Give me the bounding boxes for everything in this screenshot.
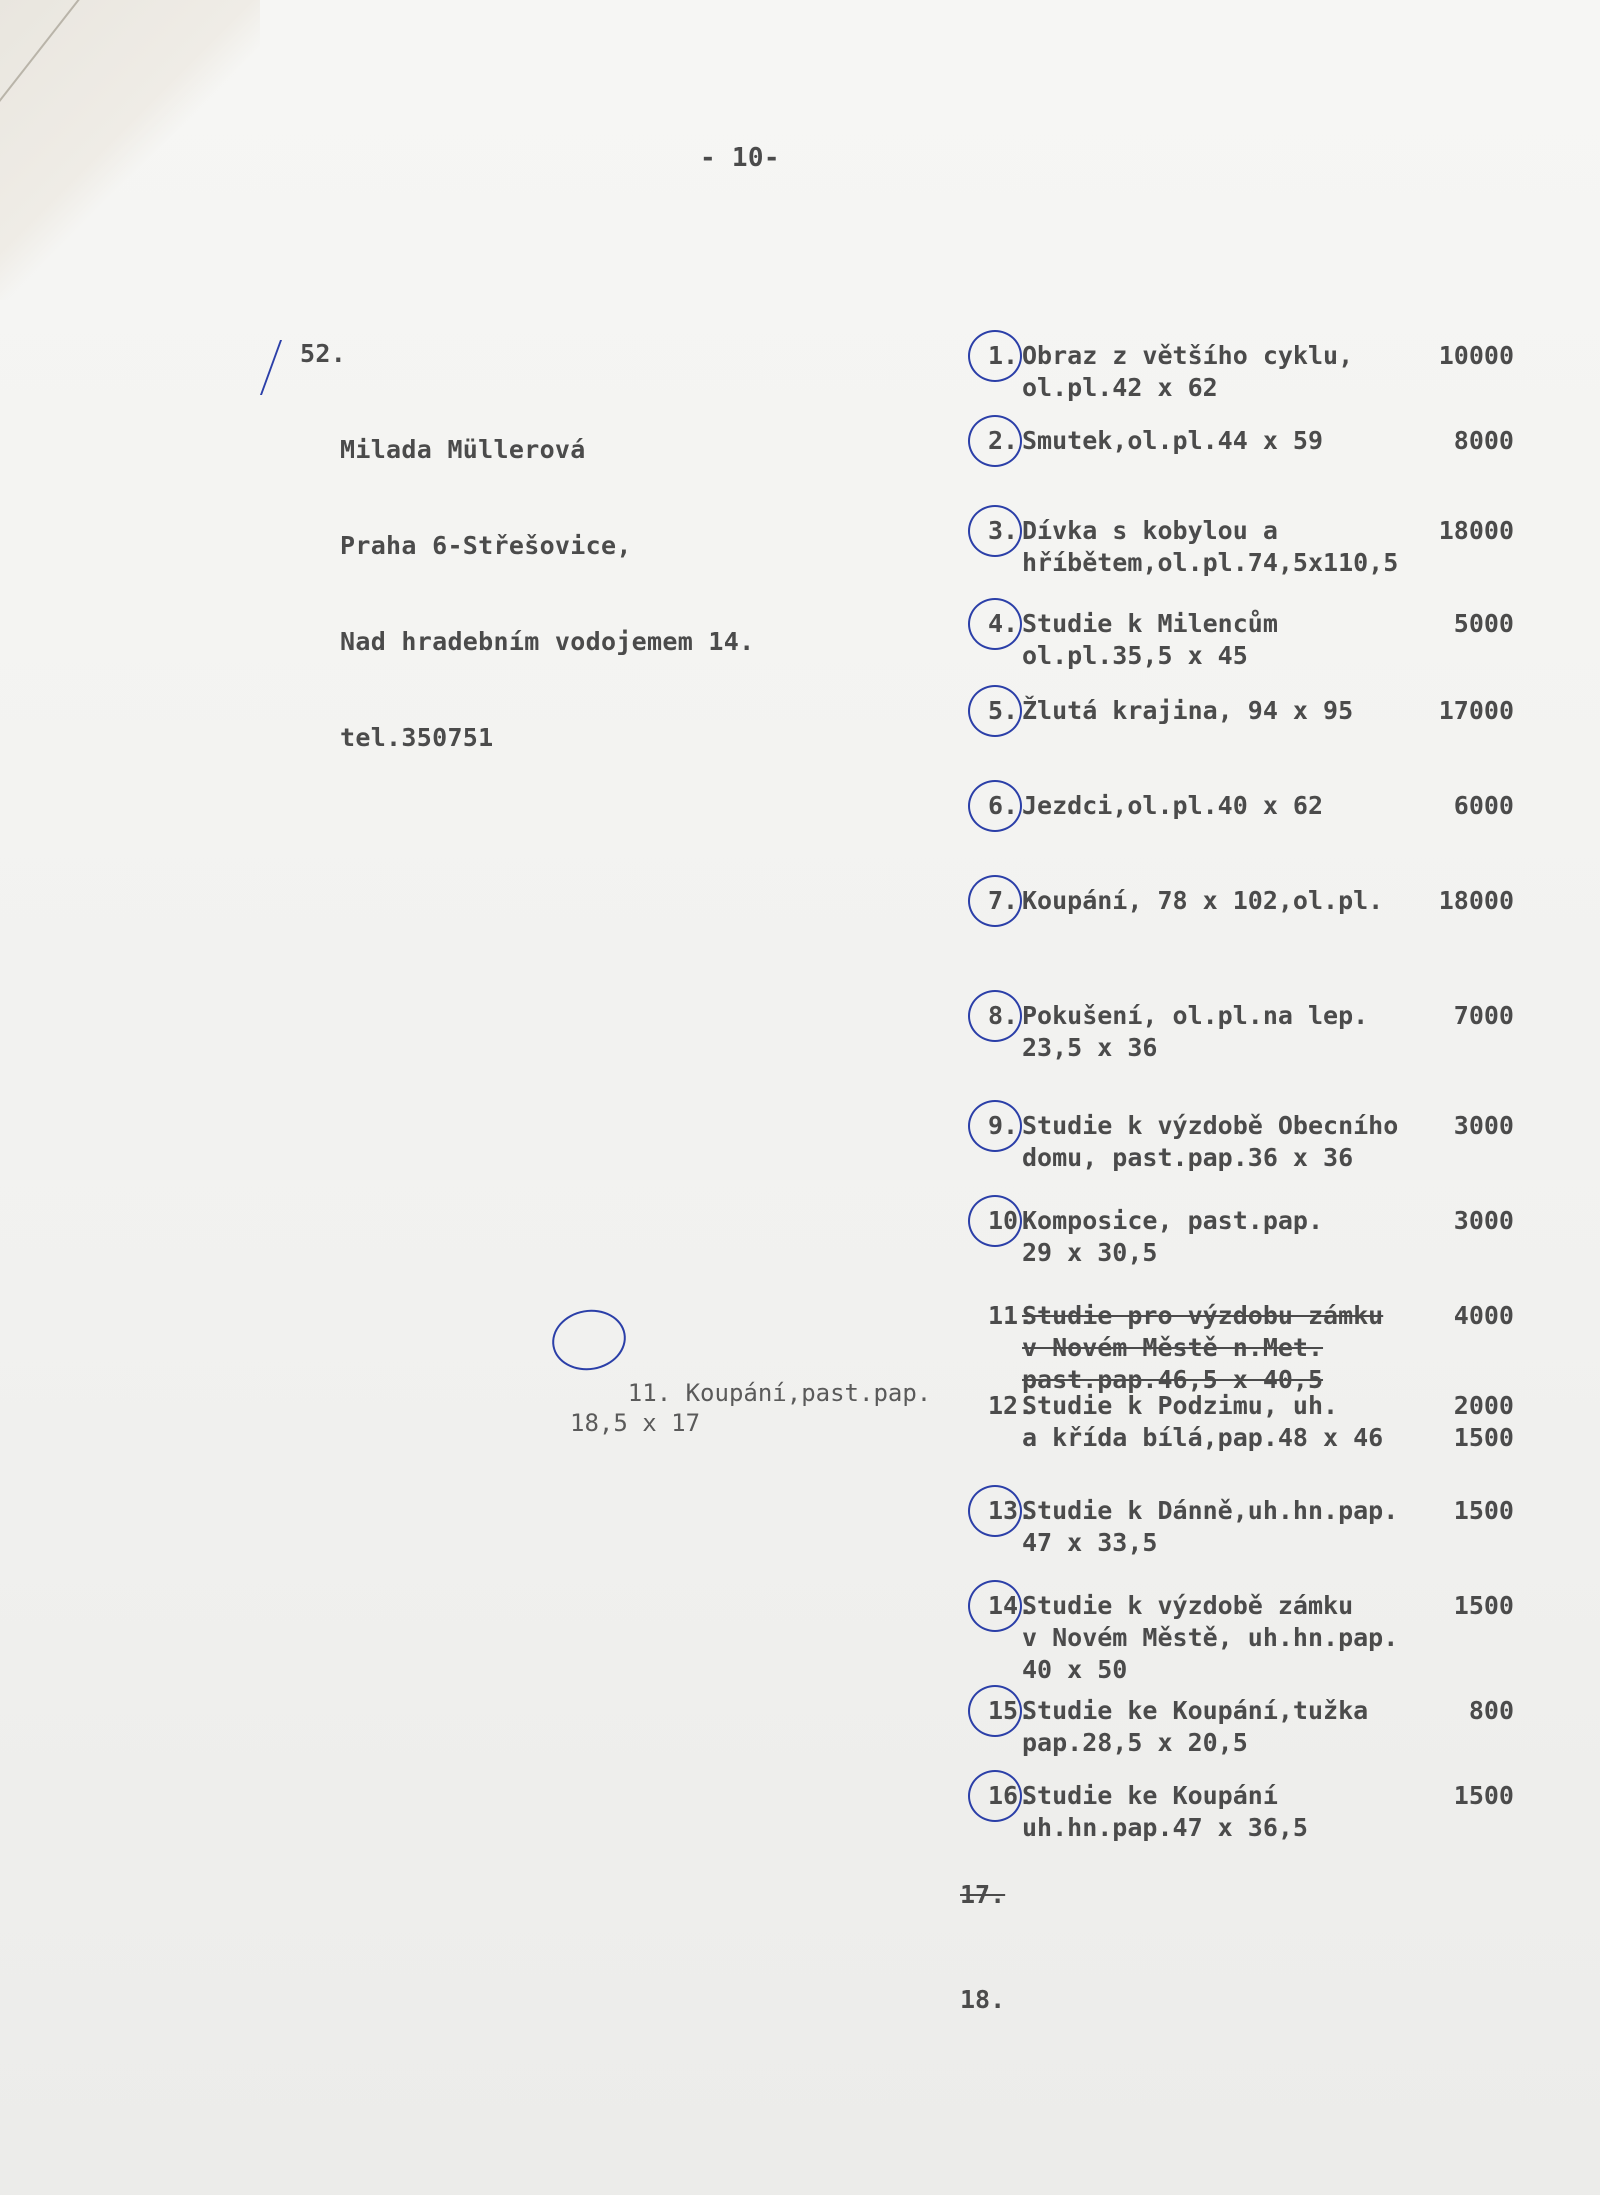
artwork-price: 1500 xyxy=(1453,1781,1514,1810)
artwork-price: 1500 xyxy=(1453,1591,1514,1620)
owner-block xyxy=(300,338,755,818)
artwork-number: 14. xyxy=(988,1591,1034,1620)
artwork-number: 9. xyxy=(988,1111,1019,1140)
artwork-description: Studie k Milencům ol.pl.35,5 x 45 xyxy=(1022,609,1278,670)
artwork-description: Pokušení, ol.pl.na lep. 23,5 x 36 xyxy=(1022,1001,1369,1062)
folded-corner xyxy=(0,0,260,300)
owner-number: 52. xyxy=(300,339,347,368)
owner-name: Milada Müllerová xyxy=(340,435,586,464)
artwork-number: 6. xyxy=(988,791,1019,820)
artwork-price: 2000 1500 xyxy=(1453,1391,1514,1452)
artwork-description: Koupání, 78 x 102,ol.pl. xyxy=(1022,886,1384,915)
owner-address-city: Praha 6-Střešovice, xyxy=(340,531,632,560)
artwork-price: 3000 xyxy=(1453,1206,1514,1235)
artwork-description: Žlutá krajina, 94 x 95 xyxy=(1022,696,1354,725)
artwork-price: 4000 xyxy=(1453,1301,1514,1330)
artwork-price: 1500 xyxy=(1453,1496,1514,1525)
artwork-number: 1. xyxy=(988,341,1019,370)
owner-phone: tel.350751 xyxy=(340,723,494,752)
artwork-number: 4. xyxy=(988,609,1019,638)
artwork-description: Smutek,ol.pl.44 x 59 xyxy=(1022,426,1324,455)
empty-item-number: 18. xyxy=(960,1985,1006,2014)
left-item-number: 11. xyxy=(627,1379,672,1407)
artwork-number: 2. xyxy=(988,426,1019,455)
artwork-description: Studie ke Koupání uh.hn.pap.47 x 36,5 xyxy=(1022,1781,1308,1842)
artwork-number: 8. xyxy=(988,1001,1019,1030)
artwork-description: Studie ke Koupání,tužka pap.28,5 x 20,5 xyxy=(1022,1696,1369,1757)
artwork-description: Studie pro výzdobu zámku v Novém Městě n.Met. past.pap.46,5 x 40,5 xyxy=(1022,1301,1384,1394)
artwork-description: Jezdci,ol.pl.40 x 62 xyxy=(1022,791,1324,820)
artwork-description: Studie k Dánně,uh.hn.pap. 47 x 33,5 xyxy=(1022,1496,1399,1557)
artwork-number: 15. xyxy=(988,1696,1034,1725)
artwork-description: Dívka s kobylou a hříbětem,ol.pl.74,5x110,5 xyxy=(1022,516,1399,577)
artwork-number: 10. xyxy=(988,1206,1034,1235)
artwork-number: 5. xyxy=(988,696,1019,725)
artwork-description: Komposice, past.pap. 29 x 30,5 xyxy=(1022,1206,1324,1267)
artwork-price: 10000 xyxy=(1438,341,1514,370)
empty-item-number: 17. xyxy=(960,1880,1006,1909)
artwork-price: 8000 xyxy=(1453,426,1514,455)
artwork-price: 3000 xyxy=(1453,1111,1514,1140)
artwork-description: Obraz z většího cyklu, ol.pl.42 x 62 xyxy=(1022,341,1354,402)
left-item-text: Koupání,past.pap. 18,5 x 17 xyxy=(570,1379,932,1437)
owner-address-street: Nad hradebním vodojemem 14. xyxy=(340,627,755,656)
artwork-number: 12. xyxy=(988,1391,1034,1420)
artwork-number: 7. xyxy=(988,886,1019,915)
artwork-number: 13. xyxy=(988,1496,1034,1525)
artwork-price: 7000 xyxy=(1453,1001,1514,1030)
artwork-description: Studie k výzdobě zámku v Novém Městě, uh.hn.pap. 40 x 50 xyxy=(1022,1591,1399,1684)
artwork-price: 5000 xyxy=(1453,609,1514,638)
artwork-price: 800 xyxy=(1468,1696,1514,1725)
artwork-number: 3. xyxy=(988,516,1019,545)
artwork-price: 6000 xyxy=(1453,791,1514,820)
artwork-price: 18000 xyxy=(1438,886,1514,915)
artwork-description: Studie k výzdobě Obecního domu, past.pap.36 x 36 xyxy=(1022,1111,1399,1172)
page-number: - 10- xyxy=(700,143,780,173)
artwork-price: 18000 xyxy=(1438,516,1514,545)
pen-circle xyxy=(547,1304,630,1376)
left-margin-item xyxy=(570,1318,931,1468)
artwork-number: 16. xyxy=(988,1781,1034,1810)
artwork-number: 11. xyxy=(988,1301,1034,1330)
artwork-price: 17000 xyxy=(1438,696,1514,725)
artwork-description: Studie k Podzimu, uh. a křída bílá,pap.48 x 46 xyxy=(1022,1391,1384,1452)
